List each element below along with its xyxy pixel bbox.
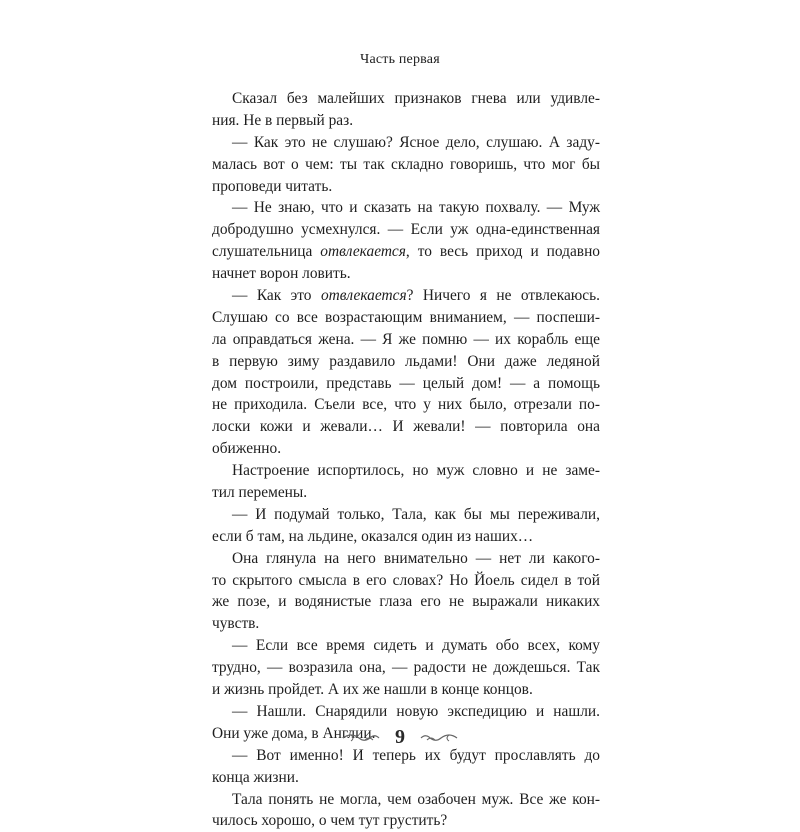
text-segment: ? Ничего я не отвлекаюсь. (406, 287, 600, 305)
text-line: если б там, на льдине, оказался один из наших… (212, 527, 534, 545)
text-line: в первую зиму раздавило льдами! Они даже ледяной (212, 352, 600, 370)
text-line: — Как это не слушаю? Ясное дело, слушаю. А заду- (232, 133, 600, 151)
text-line: Настроение испортилось, но муж словно и не заме- (232, 462, 600, 480)
text-segment: — Как это (232, 287, 321, 305)
text-line: Она глянула на него внимательно — нет ли какого- (232, 549, 600, 567)
text-line: — Не знаю, что и сказать на такую похвалу. — Муж (232, 199, 600, 217)
text-line: трудно, — возразила она, — радости не дождешься. Так (212, 659, 600, 677)
text-line: добродушно усмехнулся. — Если уж одна-единственная (212, 221, 600, 239)
text-segment: , то весь приход и подавно (405, 243, 600, 261)
running-head: Часть первая (360, 52, 440, 67)
text-line: — Если все время сидеть и думать обо всех, кому (232, 637, 600, 655)
text-line: ла оправдаться жена. — Я же помню — их корабль еще (212, 330, 600, 348)
text-line: ния. Не в первый раз. (212, 111, 354, 129)
text-line (212, 241, 600, 263)
text-line: проповеди читать. (212, 177, 333, 195)
text-line: Тала понять не могла, чем озабочен муж. Все же кон- (232, 790, 600, 808)
text-line: не приходила. Съели все, что у них было, отрезали по- (212, 396, 600, 414)
text-line: Они уже дома, в Англии. (212, 724, 376, 742)
text-line: конца жизни. (212, 768, 299, 786)
italic-emphasis: отвлекается (320, 243, 406, 261)
text-line: тил перемены. (212, 484, 308, 502)
text-line: Сказал без малейших признаков гнева или удивле- (232, 90, 600, 107)
text-line: Слушаю со все возрастающим вниманием, — поспеши- (212, 308, 600, 326)
text-line: лоски кожи и жевали… И жевали! — повторила она (212, 418, 600, 436)
text-line: обиженно. (212, 440, 282, 458)
text-line: то скрытого смысла в его словах? Но Йоель сидел в той (212, 571, 600, 589)
text-line: чувств. (212, 615, 260, 633)
flourish-ornament-icon (341, 731, 381, 745)
text-line: и жизнь пройдет. А их же нашли в конце концов. (212, 681, 533, 699)
text-line: же позе, и водянистые глаза его не выражали никаких (212, 593, 600, 611)
text-line: чилось хорошо, о чем тут грустить? (212, 812, 448, 830)
italic-emphasis: отвлекается (320, 287, 407, 305)
text-segment: слушательница (212, 243, 321, 261)
text-line: — Вот именно! И теперь их будут прославлять до (232, 746, 600, 764)
page-number: 9 (395, 726, 405, 748)
text-line: — И подумай только, Тала, как бы мы переживали, (232, 505, 600, 523)
flourish-ornament-icon (419, 731, 459, 745)
body-text (212, 88, 600, 832)
text-line: — Нашли. Снарядили новую экспедицию и нашли. (232, 702, 600, 720)
text-line: начнет ворон ловить. (212, 265, 351, 283)
text-line (212, 285, 600, 307)
text-line: дом построили, представь — целый дом! — а помощь (212, 374, 600, 392)
page-footer (0, 726, 800, 749)
text-line: малась вот о чем: ты так складно говоришь, что мог бы (212, 155, 600, 173)
